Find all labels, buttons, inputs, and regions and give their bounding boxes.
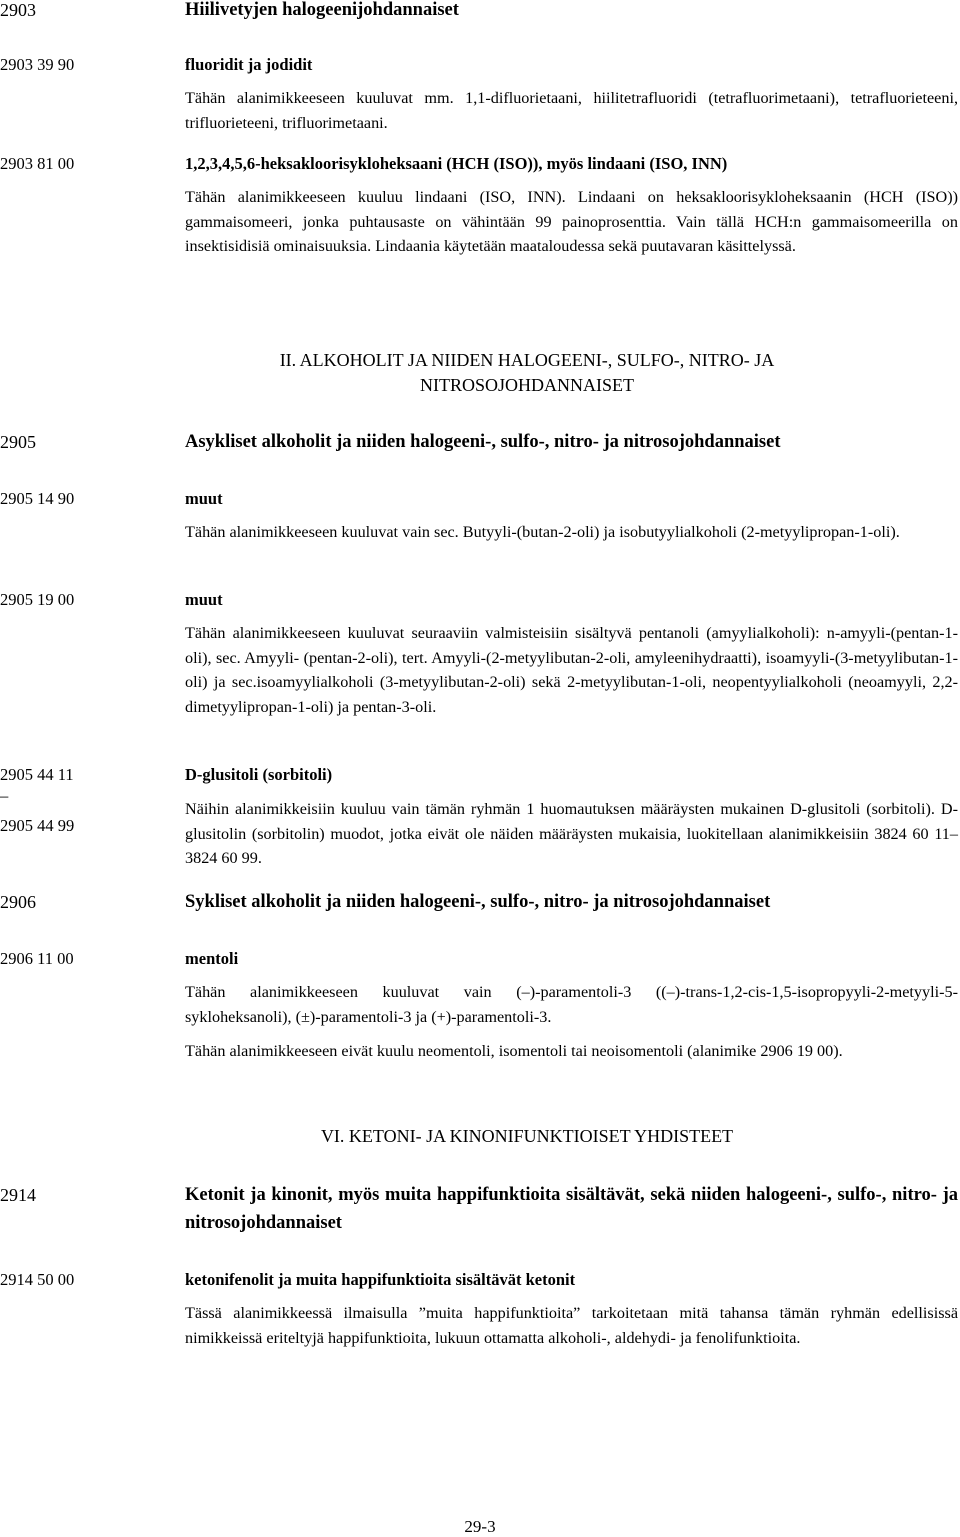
heading-title: Ketonit ja kinonit, myös muita happifunktioita sisältävät, sekä niiden halogeeni-, sulfo-, nitro- ja nitrosojohdannaiset <box>185 1185 958 1233</box>
section-title-line-2: NITROSOJOHDANNAISET <box>420 375 634 395</box>
subheading-title: muut <box>185 489 223 508</box>
subheading-title: muut <box>185 590 223 609</box>
subheading-code: 2905 14 90 <box>0 489 75 508</box>
heading-code: 2905 <box>0 432 36 452</box>
heading-code: 2906 <box>0 892 36 912</box>
subheading-code-dash: – <box>0 786 9 805</box>
subheading-code: 2903 39 90 <box>0 55 75 74</box>
heading-title: Hiilivetyjen halogeenijohdannaiset <box>185 0 459 20</box>
note-paragraph: Tähän alanimikkeeseen kuuluvat vain (–)-paramentoli-3 ((–)-trans-1,2-cis-1,5-isopropyyli-2-metyyli-5-sykloheksanoli), (±)-paramentoli-3 ja (+)-paramentoli-3. <box>185 983 958 1026</box>
note-paragraph: Tähän alanimikkeeseen kuuluvat seuraaviin valmisteisiin sisältyvä pentanoli (amyylialkoholi): n-amyyli-(pentan-1-oli), sec. Amyyli- (pentan-2-oli), tert. Amyyli-(2-metyylibutan-2-oli, amyleenihydraatti), isoamyyli-(3-metyylibutan-1-oli) ja sec.isoamyylialkoholi (3-metyylibutan-2-oli) sekä 2-metyylibutan-1-oli, neopentyylialkoholi (neoamyyli, 2,2-dimetyylipropan-1-oli) ja pentan-3-oli. <box>185 624 958 716</box>
subheading-code-end: 2905 44 99 <box>0 816 75 835</box>
subheading-title: mentoli <box>185 949 239 968</box>
section-title: VI. KETONI- JA KINONIFUNKTIOISET YHDISTEET <box>320 1126 734 1146</box>
note-paragraph: Näihin alanimikkeisiin kuuluu vain tämän ryhmän 1 huomautuksen määräysten mukainen D-glusitoli (sorbitoli). D-glusitolin (sorbitolin) muodot, jotka eivät ole näiden määräysten mukaisia, luokitellaan alanimikkeisiin 3824 60 11–3824 60 99. <box>185 800 958 867</box>
subheading-title: fluoridit ja jodidit <box>185 55 313 74</box>
subheading-code: 2914 50 00 <box>0 1270 75 1289</box>
subheading-title: 1,2,3,4,5,6-heksakloorisykloheksaani (HCH (ISO)), myös lindaani (ISO, INN) <box>185 154 728 173</box>
note-paragraph: Tähän alanimikkeeseen kuuluvat mm. 1,1-difluorietaani, hiilitetrafluoridi (tetrafluorimetaani), tetrafluorieteeni, trifluorieteeni, trifluorimetaani. <box>185 89 958 132</box>
note-paragraph: Tähän alanimikkeeseen kuuluvat vain sec. Butyyli-(butan-2-oli) ja isobutyylialkoholi (2-metyylipropan-1-oli). <box>185 523 900 541</box>
note-paragraph: Tähän alanimikkeeseen eivät kuulu neomentoli, isomentoli tai neoisomentoli (alanimike 2906 19 00). <box>185 1042 843 1060</box>
heading-code: 2903 <box>0 0 36 20</box>
note-paragraph: Tässä alanimikkeessä ilmaisulla ”muita happifunktioita” tarkoitetaan mitä tahansa tämän ryhmän edellisissä nimikkeissä eriteltyjä happifunktioita, lukuun ottamatta alkoholi-, aldehydi- ja fenolifunktioita. <box>185 1304 958 1347</box>
page-number: 29-3 <box>464 1517 496 1536</box>
note-paragraph: Tähän alanimikkeeseen kuuluu lindaani (ISO, INN). Lindaani on heksakloorisykloheksaanin (HCH (ISO)) gammaisomeeri, jonka puhtausaste on vähintään 99 painoprosenttia. Vain tällä HCH:n gammaisomeerilla on insektisidisiä ominaisuuksia. Lindaania käytetään maataloudessa sekä puutavaran käsittelyssä. <box>185 188 958 255</box>
subheading-code: 2905 19 00 <box>0 590 75 609</box>
subheading-title: ketonifenolit ja muita happifunktioita sisältävät ketonit <box>185 1270 576 1289</box>
heading-title: Sykliset alkoholit ja niiden halogeeni-, sulfo-, nitro- ja nitrosojohdannaiset <box>185 892 771 912</box>
subheading-code-start: 2905 44 11 <box>0 765 74 784</box>
heading-title: Asykliset alkoholit ja niiden halogeeni-, sulfo-, nitro- ja nitrosojohdannaiset <box>185 432 781 452</box>
section-title-line-1: II. ALKOHOLIT JA NIIDEN HALOGEENI-, SULFO-, NITRO- JA <box>279 350 775 370</box>
subheading-title: D-glusitoli (sorbitoli) <box>185 765 333 784</box>
heading-code: 2914 <box>0 1185 36 1205</box>
subheading-code: 2906 11 00 <box>0 949 74 968</box>
subheading-code: 2903 81 00 <box>0 154 75 173</box>
